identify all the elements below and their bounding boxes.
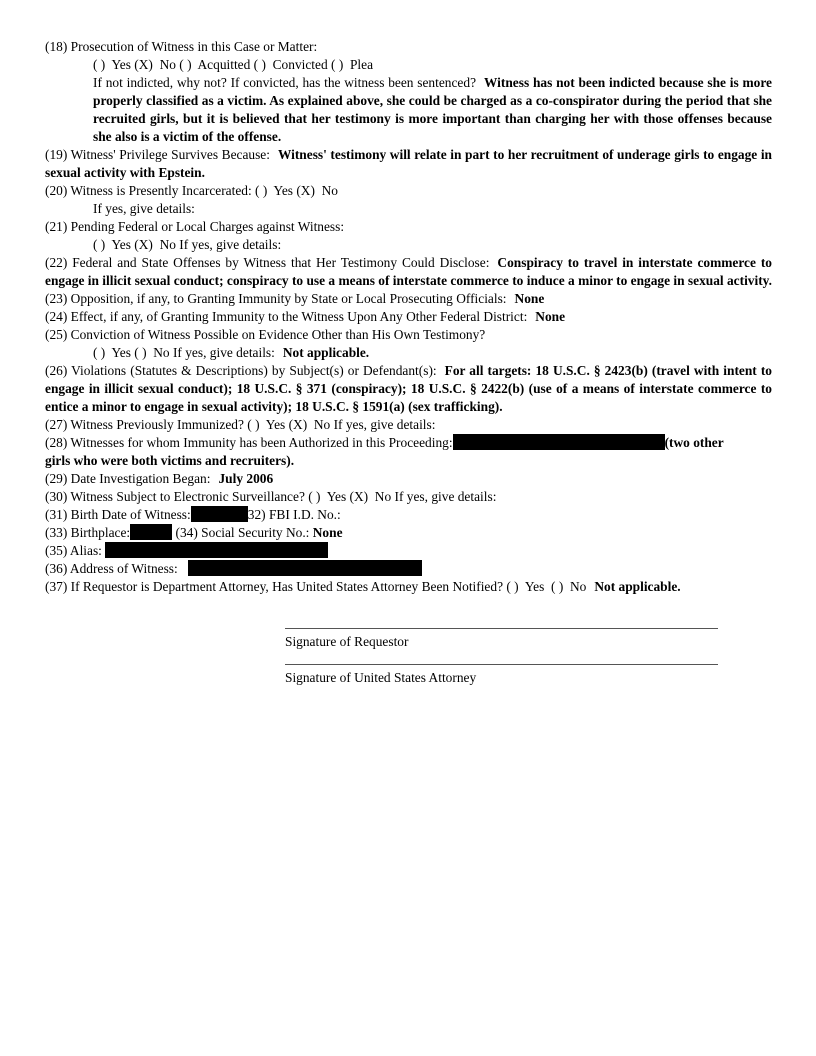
item-29-question: (29) Date Investigation Began: — [45, 471, 211, 486]
item-37-question: (37) If Requestor is Department Attorney, Has United States Attorney Been Notified? ( ) Yes ( ) No — [45, 579, 587, 594]
item-25-question: (25) Conviction of Witness Possible on Evidence Other than His Own Testimony? — [45, 327, 486, 342]
signature-label-us-attorney: Signature of United States Attorney — [285, 670, 477, 685]
item-28-continued — [45, 452, 772, 470]
item-20-question: (20) Witness is Presently Incarcerated: ( ) Yes (X) No — [45, 183, 338, 198]
item-28 — [45, 434, 772, 452]
item-33-34 — [45, 524, 772, 542]
item-31-32 — [45, 506, 772, 524]
item-31-question: (31) Birth Date of Witness: — [45, 507, 191, 522]
item-32-question: 32) FBI I.D. No.: — [247, 507, 341, 522]
item-22-answer: Conspiracy to travel in interstate commerce to engage in illicit sexual conduct; conspiracy to use a means of interstate commerce to induce a minor to engage in sexual activity. — [45, 255, 772, 288]
item-36 — [45, 560, 772, 578]
redaction-block — [453, 434, 665, 450]
witness-immunity-form — [45, 38, 772, 596]
item-26-question: (26) Violations (Statutes & Descriptions) by Subject(s) or Defendant(s): — [45, 363, 437, 378]
redaction-block — [130, 524, 172, 540]
item-37-answer: Not applicable. — [594, 579, 681, 594]
signature-label-requestor: Signature of Requestor — [285, 634, 409, 649]
item-34-question: (34) Social Security No.: — [175, 525, 310, 540]
redaction-block — [105, 542, 328, 558]
item-18-options: ( ) Yes (X) No ( ) Acquitted ( ) Convicted ( ) Plea — [93, 57, 374, 72]
item-24-question: (24) Effect, if any, of Granting Immunity to the Witness Upon Any Other Federal District: — [45, 309, 528, 324]
item-33-question: (33) Birthplace: — [45, 525, 131, 540]
item-24 — [45, 308, 772, 326]
item-26-answer: For all targets: 18 U.S.C. § 2423(b) (travel with intent to engage in illicit sexual conduct); 18 U.S.C. § 371 (conspiracy); 18 U.S.C. § 2422(b) (use of a means of interstate commerce to entice a minor to engage in sexual activity); 18 U.S.C. § 1591(a) (sex trafficking). — [45, 363, 772, 414]
item-28-question: (28) Witnesses for whom Immunity has been Authorized in this Proceeding: — [45, 435, 453, 450]
signature-block-us-attorney — [285, 664, 718, 687]
item-18-question: (18) Prosecution of Witness in this Case or Matter: — [45, 39, 318, 54]
item-24-answer: None — [535, 309, 566, 324]
item-23-question: (23) Opposition, if any, to Granting Immunity by State or Local Prosecuting Officials: — [45, 291, 507, 306]
item-23 — [45, 290, 772, 308]
item-19 — [45, 146, 772, 182]
item-21-details: ( ) Yes (X) No If yes, give details: — [93, 237, 282, 252]
item-34-answer: None — [312, 525, 343, 540]
item-21-question: (21) Pending Federal or Local Charges against Witness: — [45, 219, 345, 234]
item-28-answer-part1: (two other — [664, 435, 724, 450]
item-27-question: (27) Witness Previously Immunized? ( ) Yes (X) No If yes, give details: — [45, 417, 436, 432]
redaction-block — [191, 506, 248, 522]
item-25-answer: Not applicable. — [282, 345, 370, 360]
item-25-subquestion: ( ) Yes ( ) No If yes, give details: — [93, 345, 275, 360]
item-35-question: (35) Alias: — [45, 543, 102, 558]
item-28-answer-part2: girls who were both victims and recruiters). — [45, 453, 295, 468]
item-26 — [45, 362, 772, 416]
item-23-answer: None — [514, 291, 545, 306]
item-36-question: (36) Address of Witness: — [45, 561, 178, 576]
item-37 — [45, 578, 772, 596]
item-22-question: (22) Federal and State Offenses by Witness that Her Testimony Could Disclose: — [45, 255, 490, 270]
redaction-block — [188, 560, 422, 576]
signature-line — [285, 664, 718, 665]
signature-line — [285, 628, 718, 629]
signature-block-requestor — [285, 628, 718, 651]
item-29-answer: July 2006 — [218, 471, 274, 486]
item-30-question: (30) Witness Subject to Electronic Surveillance? ( ) Yes (X) No If yes, give details: — [45, 489, 497, 504]
item-19-answer: Witness' testimony will relate in part to her recruitment of underage girls to engage in sexual activity with Epstein. — [45, 147, 772, 180]
item-18-answer: Witness has not been indicted because she is more properly classified as a victim. As explained above, she could be charged as a co-conspirator during the period that she recruited girls, but it is believed that her testimony is more important than charging her with those offenses because she also is a victim of the offense. — [93, 75, 772, 144]
item-20-details: If yes, give details: — [93, 201, 195, 216]
item-19-question: (19) Witness' Privilege Survives Because: — [45, 147, 270, 162]
item-18-subquestion: If not indicted, why not? If convicted, has the witness been sentenced? — [93, 75, 477, 90]
item-29 — [45, 470, 772, 488]
item-25-details — [45, 344, 772, 362]
item-35 — [45, 542, 772, 560]
item-22 — [45, 254, 772, 290]
item-18-explanation — [45, 74, 772, 146]
